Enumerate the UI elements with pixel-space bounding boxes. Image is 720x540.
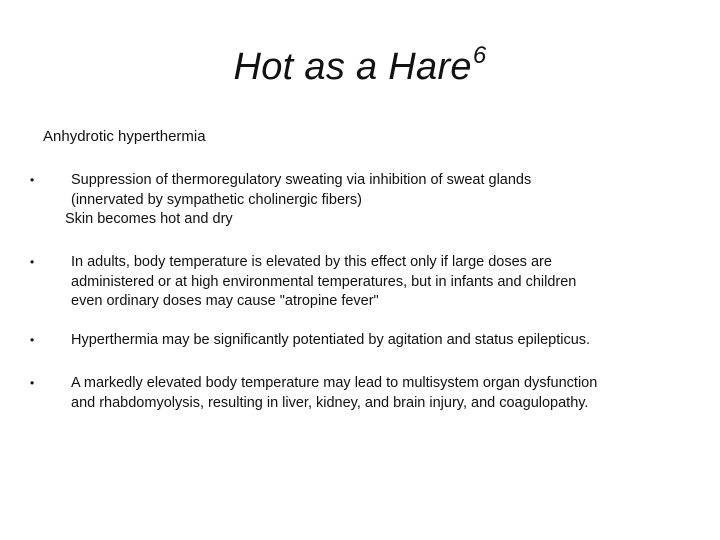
- bullet-icon: •: [30, 376, 35, 390]
- bullet-icon: •: [30, 255, 35, 269]
- slide-title: [0, 42, 720, 89]
- bullet-icon: •: [30, 173, 35, 187]
- bullet-line: Skin becomes hot and dry: [65, 211, 233, 227]
- bullet-line: Hyperthermia may be significantly potentiated by agitation and status epilepticus.: [71, 332, 591, 348]
- bullet-line: A markedly elevated body temperature may lead to multisystem organ dysfunction: [71, 375, 598, 391]
- bullet-icon: •: [30, 333, 35, 347]
- bullet-item: [30, 171, 690, 230]
- bullet-line: even ordinary doses may cause "atropine fever": [71, 293, 379, 309]
- bullet-item: [30, 331, 690, 351]
- bullet-line: administered or at high environmental temperatures, but in infants and children: [71, 273, 577, 290]
- slide-title-text: Hot as a Hare: [233, 46, 472, 88]
- bullet-line: Suppression of thermoregulatory sweating via inhibition of sweat glands: [71, 172, 532, 188]
- bullet-line: In adults, body temperature is elevated by this effect only if large doses are: [71, 254, 552, 270]
- bullet-item: [30, 374, 690, 413]
- bullet-item: [30, 253, 690, 312]
- title-superscript: 6: [472, 42, 487, 69]
- bullet-line: and rhabdomyolysis, resulting in liver, kidney, and brain injury, and coagulopathy.: [71, 394, 589, 411]
- bullet-line: (innervated by sympathetic cholinergic fibers): [71, 191, 362, 208]
- slide-subtitle: Anhydrotic hyperthermia: [43, 128, 206, 145]
